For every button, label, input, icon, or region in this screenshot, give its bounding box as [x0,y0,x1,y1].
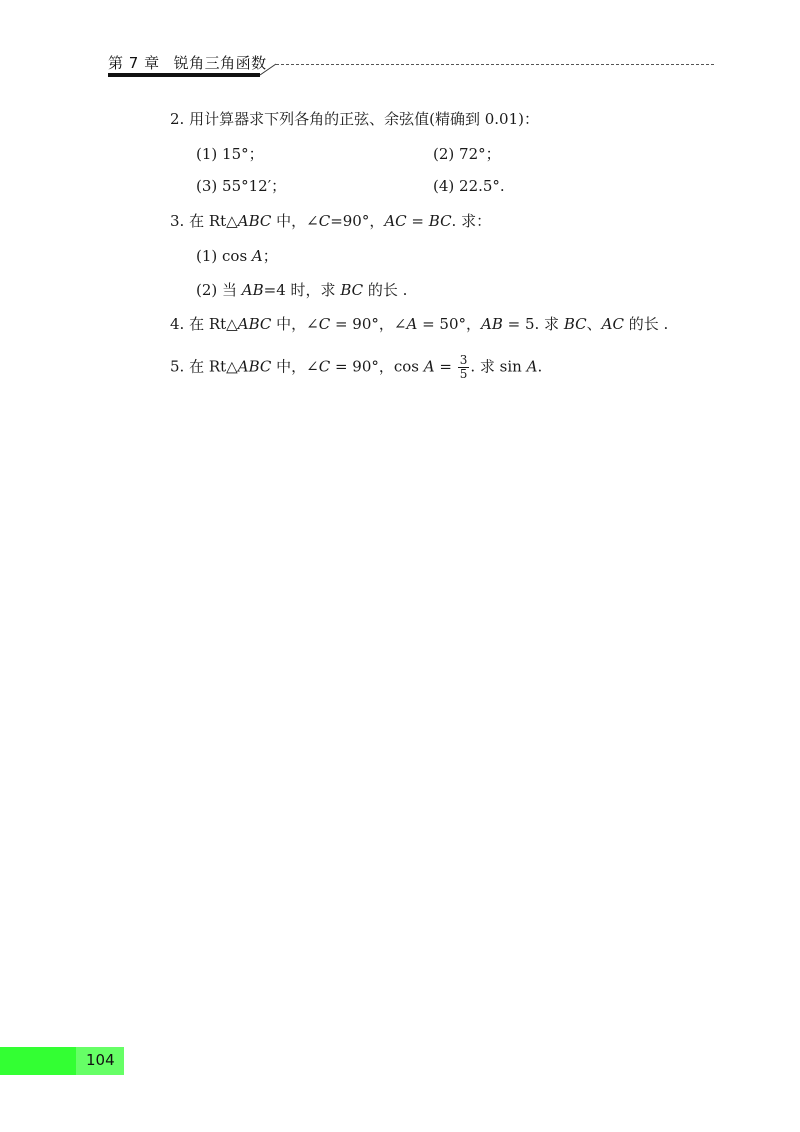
problem-3-part-1: (1) cos A； [196,247,278,265]
chapter-title: 锐角三角函数 [173,54,267,72]
problem-number: 2. [170,110,185,128]
problem-4: 4. 在 Rt△ABC 中，∠C = 90°，∠A = 50°，AB = 5. 求 BC、AC 的长 . [170,315,669,333]
chapter-header [108,52,267,73]
header-dashed-rule [276,64,714,65]
problem-number: 5. [170,357,185,376]
chapter-number: 第 7 章 [108,54,160,72]
problem-2 [170,109,539,129]
fraction-three-fifths: $\frac{3}{5}$ [459,353,468,381]
header-slash-decoration [258,54,278,76]
problem-number: 4. [170,315,185,333]
page-number: 104 [86,1051,115,1069]
problem-text: 用计算器求下列各角的正弦、余弦值(精确到 0.01)： [189,110,539,128]
problem-3-part-2: (2) 当 AB=4 时，求 BC 的长 . [196,281,408,299]
problem-2-part-2: (2) 72°； [433,145,501,163]
problem-5: 5. 在 Rt△ABC 中，∠C = 90°，cos A = $\frac{3}{5}$ . 求 sin A. [170,353,543,381]
problem-number: 3. [170,212,185,230]
problem-3: 3. 在 Rt△ABC 中，∠C=90°，AC = BC. 求： [170,212,492,230]
header-underline [108,73,260,77]
problem-2-part-3: (3) 55°12′； [196,177,287,195]
problem-2-part-1: (1) 15°； [196,145,264,163]
problem-2-part-4: (4) 22.5°. [433,177,505,195]
